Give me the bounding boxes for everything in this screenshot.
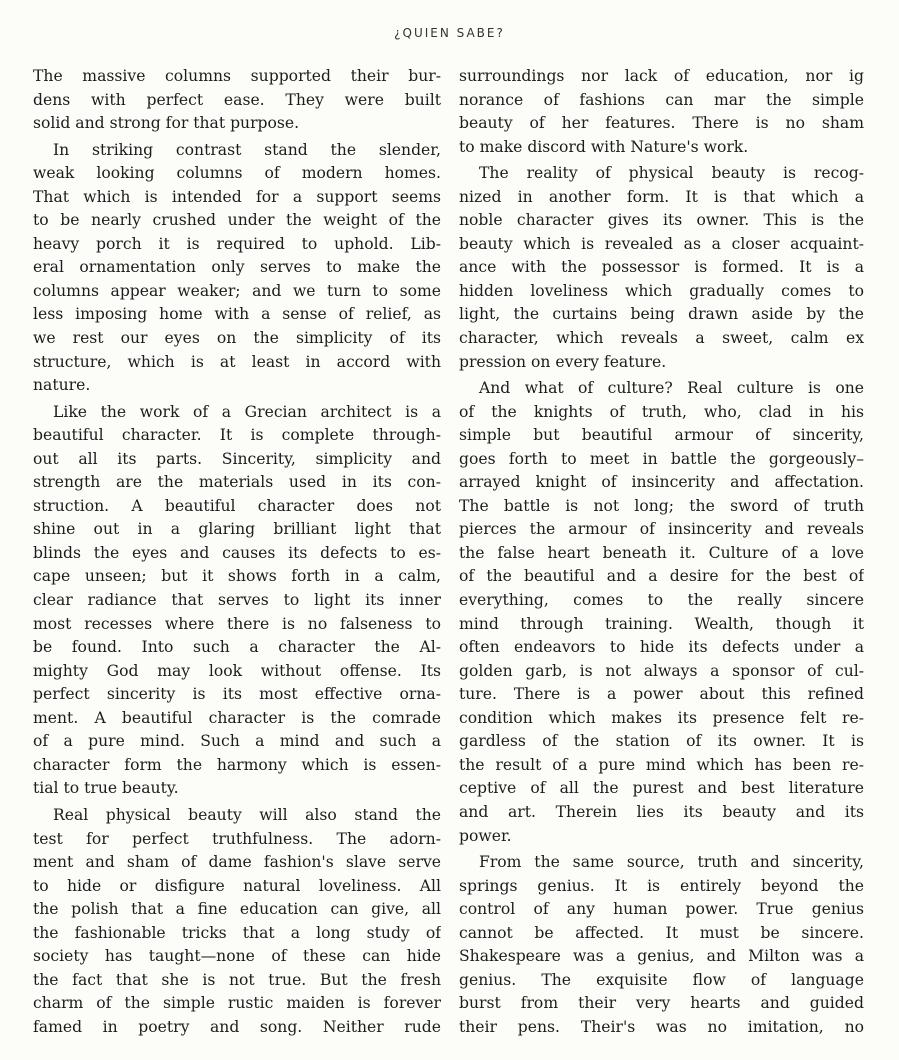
left-column-text-line: nature. — [33, 376, 91, 395]
left-column-text-line: The massive columns supported their bur- — [33, 67, 441, 85]
left-column-text-line: In striking contrast stand the slender, — [53, 140, 441, 159]
left-column-text-line: out all its parts. Sincerity, simplicity and — [33, 449, 441, 468]
right-column-text-line: often endeavors to hide its defects under a — [459, 638, 864, 657]
left-column-text-line: perfect sincerity is its most effective orna- — [33, 685, 441, 704]
right-column-text-line: mind through training. Wealth, though it — [459, 614, 864, 633]
left-column-text-line: society has taught—none of these can hide — [33, 947, 441, 966]
left-column-text-line: we rest our eyes on the simplicity of its — [33, 329, 441, 348]
left-column-text-line: to hide or disfigure natural loveliness. All — [33, 876, 441, 895]
right-column-text-line: their pens. Their's was no imitation, no — [459, 1017, 864, 1036]
left-column-text-line: test for perfect truthfulness. The adorn- — [33, 829, 441, 848]
right-column-text-line: arrayed knight of insincerity and affectation. — [459, 473, 864, 492]
left-column-text-line: to be nearly crushed under the weight of the — [33, 211, 441, 230]
right-column-text-line: ceptive of all the purest and best literature — [459, 779, 864, 798]
right-text-column — [459, 65, 864, 1039]
right-column-text-line: pierces the armour of insincerity and reveals — [459, 520, 864, 539]
left-column-text-line: less imposing home with a sense of relief, as — [33, 305, 441, 324]
left-column-text-line: the fact that she is not true. But the fresh — [33, 970, 441, 989]
right-column-text-line: beauty which is revealed as a closer acquaint- — [459, 234, 864, 253]
right-column-text-line: the false heart beneath it. Culture of a love — [459, 543, 864, 562]
left-column-text-line: charm of the simple rustic maiden is forever — [33, 994, 441, 1013]
left-column-text-line: most recesses where there is no falseness to — [33, 614, 441, 633]
right-column-text-line: ture. There is a power about this refined — [459, 685, 864, 704]
left-column-text-line: strength are the materials used in its con- — [33, 473, 441, 492]
right-column-text-line: to make discord with Nature's work. — [459, 137, 749, 156]
right-column-text-line: springs genius. It is entirely beyond the — [459, 876, 864, 895]
right-column-text-line: beauty of her features. There is no sham — [459, 114, 864, 133]
left-column-text-line: weak looking columns of modern homes. — [33, 164, 441, 183]
left-column-text-line: tial to true beauty. — [33, 779, 179, 798]
left-column-text-line: cape unseen; but it shows forth in a calm, — [33, 567, 441, 586]
right-column-text-line: From the same source, truth and sincerity, — [479, 853, 864, 872]
left-column-text-line: the fashionable tricks that a long study of — [33, 923, 441, 942]
right-column-text-line: genius. The exquisite flow of language — [459, 970, 864, 989]
right-column-text-line: surroundings nor lack of education, nor ig — [459, 67, 864, 85]
left-column-text-line: heavy porch it is required to uphold. Lib- — [33, 234, 441, 253]
right-column-text-line: everything, comes to the really sincere — [459, 591, 864, 610]
left-column-text-line: columns appear weaker; and we turn to some — [33, 281, 441, 300]
right-column-text-line: ance with the possessor is formed. It is a — [459, 258, 864, 277]
right-column-text-line: noble character gives its owner. This is the — [459, 211, 864, 230]
left-column-text-line: Like the work of a Grecian architect is a — [53, 402, 441, 421]
left-column-text-line: That which is intended for a support seems — [33, 187, 441, 206]
left-column-text-line: beautiful character. It is complete through- — [33, 426, 441, 445]
left-column-text-line: mighty God may look without offense. Its — [33, 661, 441, 680]
left-column-text-line: structure, which is at least in accord with — [33, 352, 441, 371]
right-column-text-line: nized in another form. It is that which a — [459, 187, 864, 206]
right-column-text-line: simple but beautiful armour of sincerity, — [459, 426, 864, 445]
left-column-text-line: solid and strong for that purpose. — [33, 114, 300, 133]
right-column-text-line: Shakespeare was a genius, and Milton was a — [459, 947, 864, 966]
left-column-text-line: struction. A beautiful character does not — [33, 496, 441, 515]
left-column-text-line: famed in poetry and song. Neither rude — [33, 1017, 441, 1036]
right-column-text-line: of the knights of truth, who, clad in his — [459, 402, 864, 421]
left-column-text-line: ment and sham of dame fashion's slave serve — [33, 853, 441, 872]
right-column-text-line: pression on every feature. — [459, 352, 667, 371]
right-column-text-line: hidden loveliness which gradually comes to — [459, 281, 864, 300]
left-column-text-line: clear radiance that serves to light its inner — [33, 591, 441, 610]
left-column-text-line: shine out in a glaring brilliant light that — [33, 520, 441, 539]
right-column-text-line: power. — [459, 826, 512, 845]
left-column-text-line: Real physical beauty will also stand the — [53, 805, 441, 824]
left-text-column — [33, 65, 441, 1039]
right-column-text-line: cannot be affected. It must be sincere. — [459, 923, 864, 942]
right-column-text-line: control of any human power. True genius — [459, 900, 864, 919]
right-column-text-line: of the beautiful and a desire for the best of — [459, 567, 864, 586]
right-column-text-line: and art. Therein lies its beauty and its — [459, 802, 864, 821]
right-column-text-line: the result of a pure mind which has been re- — [459, 755, 864, 774]
right-column-text-line: golden garb, is not always a sponsor of cul- — [459, 661, 864, 680]
right-column-text-line: norance of fashions can mar the simple — [459, 90, 864, 109]
left-column-text-line: be found. Into such a character the Al- — [33, 638, 441, 657]
left-column-text-line: eral ornamentation only serves to make the — [33, 258, 441, 277]
right-column-text-line: The reality of physical beauty is recog- — [479, 164, 864, 183]
right-column-text-line: burst from their very hearts and guided — [459, 994, 864, 1013]
right-column-text-line: goes forth to meet in battle the gorgeously– — [459, 449, 864, 468]
right-column-text-line: condition which makes its presence felt re- — [459, 708, 864, 727]
right-column-text-line: gardless of the station of its owner. It is — [459, 732, 864, 751]
right-column-text-line: The battle is not long; the sword of truth — [459, 496, 864, 515]
left-column-text-line: of a pure mind. Such a mind and such a — [33, 732, 441, 751]
left-column-text-line: dens with perfect ease. They were built — [33, 90, 441, 109]
right-column-text-line: And what of culture? Real culture is one — [479, 379, 864, 398]
left-column-text-line: blinds the eyes and causes its defects to es- — [33, 543, 441, 562]
left-column-text-line: the polish that a fine education can give, all — [33, 900, 441, 919]
left-column-text-line: ment. A beautiful character is the comrade — [33, 708, 441, 727]
right-column-text-line: light, the curtains being drawn aside by the — [459, 305, 864, 324]
running-header: ¿QUIEN SABE? — [394, 26, 505, 40]
left-column-text-line: character form the harmony which is essen- — [33, 755, 441, 774]
right-column-text-line: character, which reveals a sweet, calm ex — [459, 329, 864, 348]
